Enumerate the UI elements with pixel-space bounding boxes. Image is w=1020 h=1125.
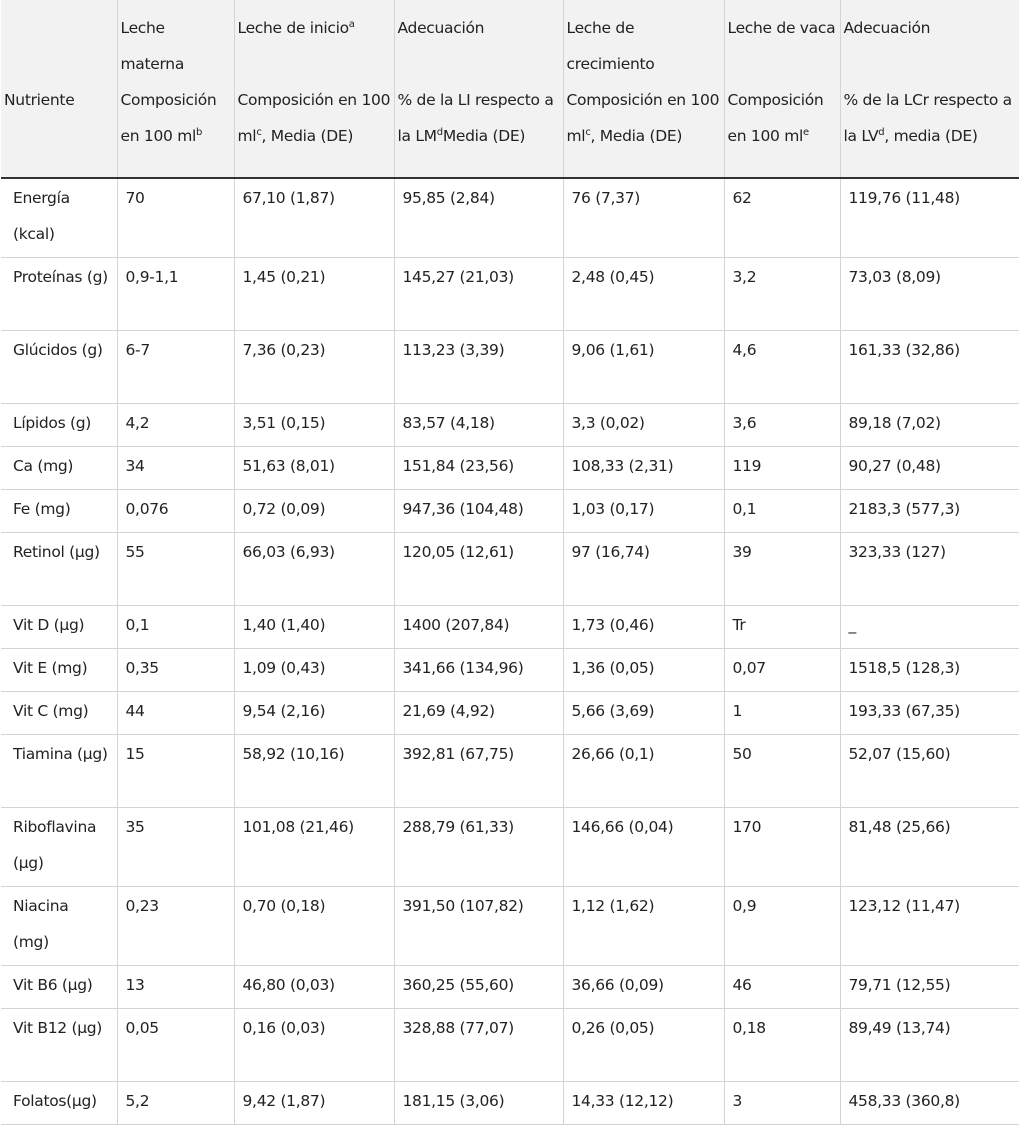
cell-leche-vaca: Tr <box>724 606 840 649</box>
cell-leche-vaca: 0,18 <box>724 1009 840 1082</box>
nutrient-name: Fe (mg) <box>1 490 117 533</box>
cell-leche-inicio: 9,42 (1,87) <box>234 1082 394 1125</box>
cell-leche-inicio: 51,63 (8,01) <box>234 447 394 490</box>
cell-leche-crecimiento: 36,66 (0,09) <box>563 966 724 1009</box>
nutrient-name: Tiamina (μg) <box>1 735 117 808</box>
cell-adecuacion-li: 328,88 (77,07) <box>394 1009 563 1082</box>
cell-leche-materna: 70 <box>117 178 234 258</box>
cell-leche-materna: 6-7 <box>117 331 234 404</box>
table-row <box>1 606 1019 649</box>
nutrient-name: Glúcidos (g) <box>1 331 117 404</box>
cell-leche-inicio: 66,03 (6,93) <box>234 533 394 606</box>
cell-leche-crecimiento: 108,33 (2,31) <box>563 447 724 490</box>
cell-adecuacion-lcr: 161,33 (32,86) <box>840 331 1019 404</box>
cell-leche-materna: 4,2 <box>117 404 234 447</box>
cell-leche-vaca: 62 <box>724 178 840 258</box>
cell-leche-inicio: 0,72 (0,09) <box>234 490 394 533</box>
cell-leche-materna: 0,9-1,1 <box>117 258 234 331</box>
header-cell-4: Leche de crecimiento Composición en 100 $ml^c$, Media (DE) <box>563 0 724 178</box>
cell-leche-vaca: 3,2 <box>724 258 840 331</box>
cell-leche-materna: 15 <box>117 735 234 808</box>
cell-leche-inicio: 7,36 (0,23) <box>234 331 394 404</box>
cell-adecuacion-lcr: 458,33 (360,8) <box>840 1082 1019 1125</box>
table-row <box>1 404 1019 447</box>
nutrient-name: Vit E (mg) <box>1 649 117 692</box>
cell-adecuacion-lcr: 323,33 (127) <box>840 533 1019 606</box>
cell-leche-vaca: 170 <box>724 808 840 887</box>
cell-leche-vaca: 39 <box>724 533 840 606</box>
cell-adecuacion-li: 145,27 (21,03) <box>394 258 563 331</box>
nutrient-name: Vit C (mg) <box>1 692 117 735</box>
table-row <box>1 649 1019 692</box>
cell-adecuacion-lcr: _ <box>840 606 1019 649</box>
table-row <box>1 331 1019 404</box>
table-row <box>1 1082 1019 1125</box>
cell-adecuacion-li: 113,23 (3,39) <box>394 331 563 404</box>
cell-leche-materna: 44 <box>117 692 234 735</box>
cell-leche-inicio: 67,10 (1,87) <box>234 178 394 258</box>
cell-leche-crecimiento: 14,33 (12,12) <box>563 1082 724 1125</box>
cell-leche-vaca: 0,9 <box>724 887 840 966</box>
cell-leche-materna: 0,05 <box>117 1009 234 1082</box>
cell-adecuacion-lcr: 81,48 (25,66) <box>840 808 1019 887</box>
cell-leche-crecimiento: 0,26 (0,05) <box>563 1009 724 1082</box>
cell-leche-vaca: 46 <box>724 966 840 1009</box>
cell-adecuacion-lcr: 193,33 (67,35) <box>840 692 1019 735</box>
header-cell-6: Adecuación % de la LCr respecto a la $LV^d$, media (DE) <box>840 0 1019 178</box>
table-row <box>1 692 1019 735</box>
cell-leche-vaca: 119 <box>724 447 840 490</box>
cell-adecuacion-li: 120,05 (12,61) <box>394 533 563 606</box>
cell-leche-materna: 0,35 <box>117 649 234 692</box>
cell-leche-crecimiento: 2,48 (0,45) <box>563 258 724 331</box>
cell-leche-crecimiento: 146,66 (0,04) <box>563 808 724 887</box>
cell-adecuacion-lcr: 89,49 (13,74) <box>840 1009 1019 1082</box>
cell-adecuacion-li: 181,15 (3,06) <box>394 1082 563 1125</box>
table-row <box>1 887 1019 966</box>
cell-adecuacion-lcr: 1518,5 (128,3) <box>840 649 1019 692</box>
cell-leche-crecimiento: 76 (7,37) <box>563 178 724 258</box>
cell-adecuacion-lcr: 2183,3 (577,3) <box>840 490 1019 533</box>
nutrient-name: Retinol (μg) <box>1 533 117 606</box>
nutrient-name: Energía (kcal) <box>1 178 117 258</box>
cell-adecuacion-li: 947,36 (104,48) <box>394 490 563 533</box>
cell-leche-inicio: 101,08 (21,46) <box>234 808 394 887</box>
cell-adecuacion-li: 341,66 (134,96) <box>394 649 563 692</box>
table-row <box>1 447 1019 490</box>
cell-leche-materna: 34 <box>117 447 234 490</box>
nutrient-table <box>1 0 1019 1125</box>
cell-adecuacion-li: 83,57 (4,18) <box>394 404 563 447</box>
table-body <box>1 178 1019 1125</box>
cell-leche-inicio: 3,51 (0,15) <box>234 404 394 447</box>
cell-leche-materna: 0,076 <box>117 490 234 533</box>
table-row <box>1 178 1019 258</box>
cell-leche-inicio: 9,54 (2,16) <box>234 692 394 735</box>
cell-leche-vaca: 3,6 <box>724 404 840 447</box>
cell-leche-inicio: 1,45 (0,21) <box>234 258 394 331</box>
cell-leche-inicio: 58,92 (10,16) <box>234 735 394 808</box>
cell-leche-crecimiento: 3,3 (0,02) <box>563 404 724 447</box>
nutrient-name: Ca (mg) <box>1 447 117 490</box>
cell-adecuacion-li: 360,25 (55,60) <box>394 966 563 1009</box>
cell-leche-vaca: 50 <box>724 735 840 808</box>
table-header <box>1 0 1019 178</box>
cell-adecuacion-lcr: 52,07 (15,60) <box>840 735 1019 808</box>
cell-adecuacion-li: 392,81 (67,75) <box>394 735 563 808</box>
cell-leche-crecimiento: 1,12 (1,62) <box>563 887 724 966</box>
cell-leche-materna: 35 <box>117 808 234 887</box>
cell-leche-crecimiento: 5,66 (3,69) <box>563 692 724 735</box>
cell-adecuacion-lcr: 73,03 (8,09) <box>840 258 1019 331</box>
cell-leche-crecimiento: 97 (16,74) <box>563 533 724 606</box>
table-row <box>1 490 1019 533</box>
cell-leche-crecimiento: 1,36 (0,05) <box>563 649 724 692</box>
table-row <box>1 808 1019 887</box>
cell-leche-crecimiento: 26,66 (0,1) <box>563 735 724 808</box>
cell-leche-inicio: 0,70 (0,18) <box>234 887 394 966</box>
cell-leche-crecimiento: 9,06 (1,61) <box>563 331 724 404</box>
cell-leche-materna: 13 <box>117 966 234 1009</box>
nutrient-name: Folatos(μg) <box>1 1082 117 1125</box>
header-cell-2: Leche de inicio$^a$ Composición en 100 $ml^c$, Media (DE) <box>234 0 394 178</box>
cell-leche-crecimiento: 1,03 (0,17) <box>563 490 724 533</box>
cell-leche-inicio: 1,40 (1,40) <box>234 606 394 649</box>
cell-leche-vaca: 0,1 <box>724 490 840 533</box>
cell-leche-vaca: 3 <box>724 1082 840 1125</box>
cell-adecuacion-li: 288,79 (61,33) <box>394 808 563 887</box>
cell-adecuacion-lcr: 123,12 (11,47) <box>840 887 1019 966</box>
cell-adecuacion-lcr: 119,76 (11,48) <box>840 178 1019 258</box>
cell-adecuacion-li: 95,85 (2,84) <box>394 178 563 258</box>
cell-adecuacion-li: 1400 (207,84) <box>394 606 563 649</box>
cell-leche-materna: 0,1 <box>117 606 234 649</box>
header-cell-5: Leche de vaca Composición en 100 $ml^e$ <box>724 0 840 178</box>
cell-leche-vaca: 1 <box>724 692 840 735</box>
header-cell-3: Adecuación % de la LI respecto a la $LM^dMedia$ (DE) <box>394 0 563 178</box>
nutrient-name: Lípidos (g) <box>1 404 117 447</box>
cell-leche-materna: 55 <box>117 533 234 606</box>
cell-adecuacion-li: 151,84 (23,56) <box>394 447 563 490</box>
header-cell-1: Leche materna Composición en 100 $ml^b$ <box>117 0 234 178</box>
cell-adecuacion-lcr: 79,71 (12,55) <box>840 966 1019 1009</box>
table-row <box>1 735 1019 808</box>
nutrient-name: Vit B6 (μg) <box>1 966 117 1009</box>
header-cell-0: Nutriente <box>1 0 117 178</box>
cell-adecuacion-lcr: 90,27 (0,48) <box>840 447 1019 490</box>
cell-adecuacion-lcr: 89,18 (7,02) <box>840 404 1019 447</box>
nutrient-name: Vit D (μg) <box>1 606 117 649</box>
nutrient-name: Vit B12 (μg) <box>1 1009 117 1082</box>
nutrient-name: Riboflavina (μg) <box>1 808 117 887</box>
table-row <box>1 533 1019 606</box>
table-row <box>1 1009 1019 1082</box>
cell-leche-materna: 5,2 <box>117 1082 234 1125</box>
cell-leche-inicio: 1,09 (0,43) <box>234 649 394 692</box>
table-row <box>1 966 1019 1009</box>
nutrient-name: Proteínas (g) <box>1 258 117 331</box>
cell-leche-crecimiento: 1,73 (0,46) <box>563 606 724 649</box>
nutrient-name: Niacina (mg) <box>1 887 117 966</box>
cell-leche-inicio: 0,16 (0,03) <box>234 1009 394 1082</box>
cell-leche-vaca: 0,07 <box>724 649 840 692</box>
cell-leche-vaca: 4,6 <box>724 331 840 404</box>
cell-leche-materna: 0,23 <box>117 887 234 966</box>
table-row <box>1 258 1019 331</box>
cell-leche-inicio: 46,80 (0,03) <box>234 966 394 1009</box>
cell-adecuacion-li: 21,69 (4,92) <box>394 692 563 735</box>
cell-adecuacion-li: 391,50 (107,82) <box>394 887 563 966</box>
